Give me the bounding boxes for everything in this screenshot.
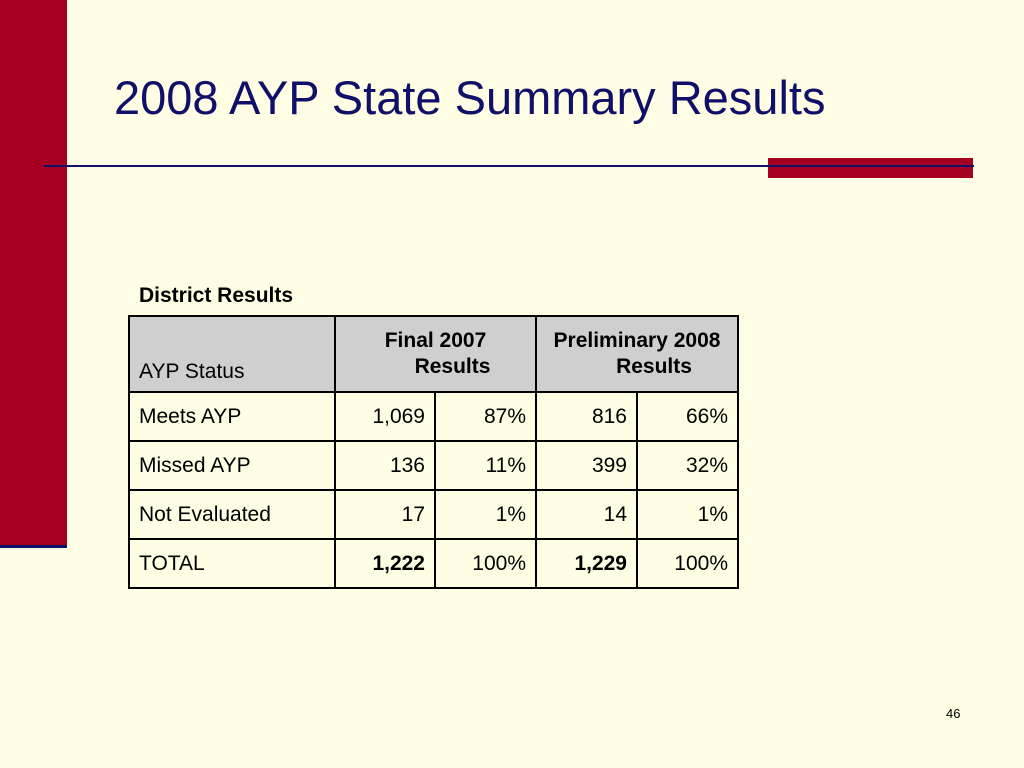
- table-header-row: [129, 316, 738, 392]
- count-2007: 1,069: [335, 392, 435, 441]
- slide-title: 2008 AYP State Summary Results: [114, 71, 826, 124]
- count-2008: 14: [536, 490, 637, 539]
- table-row-not-evaluated: [129, 490, 738, 539]
- left-bar-rule: [0, 545, 67, 548]
- results-table: [128, 315, 739, 589]
- left-accent-bar: [0, 0, 67, 545]
- row-status: Not Evaluated: [129, 490, 335, 539]
- header-ayp-status: AYP Status: [129, 316, 335, 392]
- pct-2007: 87%: [435, 392, 536, 441]
- pct-2007: 1%: [435, 490, 536, 539]
- header-prelim-2008-line2: Results: [616, 355, 692, 378]
- page-number: 46: [946, 706, 961, 721]
- count-2007: 1,222: [335, 539, 435, 588]
- count-2008: 816: [536, 392, 637, 441]
- count-2008: 1,229: [536, 539, 637, 588]
- pct-2007: 11%: [435, 441, 536, 490]
- title-accent-line: [768, 165, 973, 167]
- pct-2008: 100%: [637, 539, 738, 588]
- pct-2008: 32%: [637, 441, 738, 490]
- count-2007: 17: [335, 490, 435, 539]
- table-row-total: [129, 539, 738, 588]
- table-row-meets: [129, 392, 738, 441]
- header-prelim-2008-line1: Preliminary 2008: [553, 329, 721, 352]
- pct-2007: 100%: [435, 539, 536, 588]
- header-final-2007-line1: Final 2007: [384, 329, 487, 352]
- count-2007: 136: [335, 441, 435, 490]
- title-accent-block: [768, 158, 973, 178]
- table-row-missed: [129, 441, 738, 490]
- pct-2008: 1%: [637, 490, 738, 539]
- row-status: TOTAL: [129, 539, 335, 588]
- table-caption: District Results: [139, 284, 294, 307]
- pct-2008: 66%: [637, 392, 738, 441]
- row-status: Missed AYP: [129, 441, 335, 490]
- header-final-2007-line2: Results: [414, 355, 491, 378]
- count-2008: 399: [536, 441, 637, 490]
- header-prelim-2008: [536, 316, 738, 392]
- header-final-2007: [335, 316, 536, 392]
- row-status: Meets AYP: [129, 392, 335, 441]
